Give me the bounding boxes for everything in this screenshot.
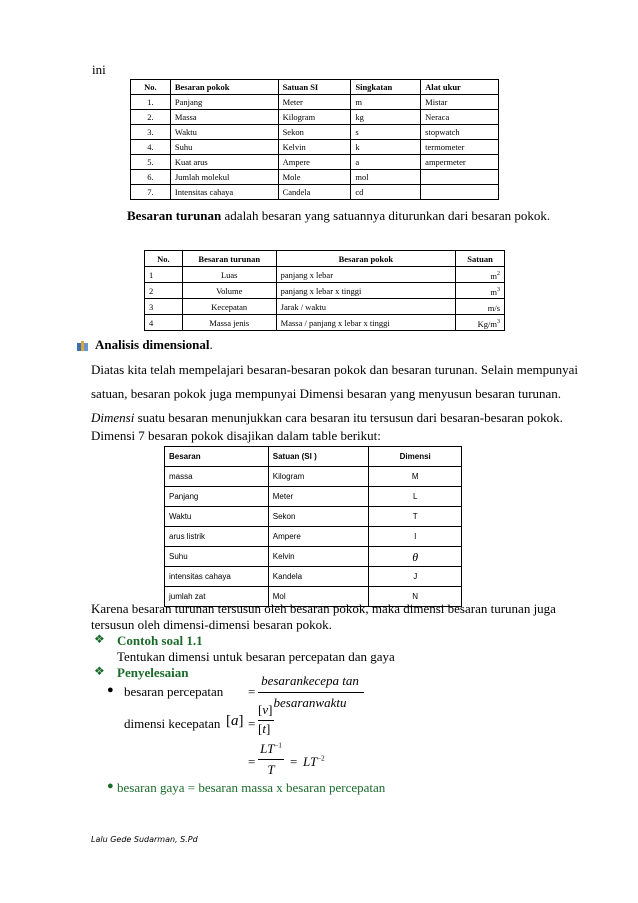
cell-dimensi: L — [369, 487, 462, 507]
analisis-title-end: . — [209, 337, 213, 352]
cell-besaran: Massa — [170, 110, 278, 125]
analisis-line-1: Diatas kita telah mempelajari besaran-besaran pokok dan besaran turunan. Selain mempunyai — [91, 362, 578, 377]
unit-exponent: 3 — [497, 318, 500, 325]
cell-no: 4. — [131, 140, 171, 155]
cell-besaran-pokok: panjang x lebar x tinggi — [276, 283, 455, 299]
analisis-title-text: Analisis dimensional — [95, 337, 210, 352]
cell-satuan: Sekon — [278, 125, 351, 140]
header-singkatan: Singkatan — [351, 80, 421, 95]
table-besaran-turunan — [144, 250, 505, 331]
table-row — [131, 185, 499, 200]
equals-sign: = — [248, 716, 256, 731]
cell-besaran-pokok: Massa / panjang x lebar x tinggi — [276, 315, 455, 331]
analisis-line-4: Dimensi 7 besaran pokok disajikan dalam table berikut: — [91, 428, 381, 443]
unit-text: m — [490, 270, 497, 281]
bullet-percepatan: besaran percepatan — [124, 684, 224, 699]
bracket-a: [a] — [226, 713, 244, 729]
header-satuan: Satuan — [456, 251, 505, 267]
dimensi-kecepatan-label: dimensi kecepatan — [124, 716, 221, 731]
table-header-row — [145, 251, 505, 267]
diamond-bullet-icon: ❖ — [94, 664, 105, 678]
cell-alat: Neraca — [421, 110, 499, 125]
table-row — [145, 315, 505, 331]
cell-no: 5. — [131, 155, 171, 170]
table-row — [145, 283, 505, 299]
diamond-bullet-icon: ❖ — [94, 632, 105, 646]
cell-singkatan: a — [351, 155, 421, 170]
cell-alat: stopwatch — [421, 125, 499, 140]
cell-besaran: Suhu — [165, 547, 269, 567]
cell-dimensi: M — [369, 467, 462, 487]
bracket-t: [t] — [258, 721, 271, 736]
cell-no: 3. — [131, 125, 171, 140]
table-row — [165, 487, 462, 507]
header-no: No. — [145, 251, 183, 267]
lt-result — [303, 754, 325, 770]
cell-besaran-turunan: Luas — [182, 267, 276, 283]
cell-besaran: arus listrik — [165, 527, 269, 547]
cell-satuan: Mole — [278, 170, 351, 185]
fraction-bar — [258, 692, 364, 693]
table-header-row — [131, 80, 499, 95]
table-row — [131, 95, 499, 110]
cell-satuan — [456, 283, 505, 299]
cell-alat — [421, 170, 499, 185]
cell-besaran: Jumlah molekul — [170, 170, 278, 185]
intro-word: ini — [92, 62, 106, 77]
cell-dimensi: N — [369, 587, 462, 607]
cell-satuan: Ampere — [278, 155, 351, 170]
cell-besaran: Suhu — [170, 140, 278, 155]
cell-no: 3 — [145, 299, 183, 315]
cell-singkatan: m — [351, 95, 421, 110]
cell-satuan — [456, 315, 505, 331]
turunan-term: Besaran turunan — [127, 208, 222, 223]
cell-singkatan: k — [351, 140, 421, 155]
book-icon — [76, 339, 90, 351]
cell-satuan: Kilogram — [268, 467, 369, 487]
footer-author: Lalu Gede Sudarman, S.Pd — [91, 835, 198, 844]
header-satuan-si: Satuan SI — [278, 80, 351, 95]
fraction-numerator: besarankecepa tan — [261, 673, 359, 688]
cell-besaran-turunan: Kecepatan — [182, 299, 276, 315]
unit-text: m/s — [487, 302, 500, 313]
table-row — [165, 507, 462, 527]
cell-besaran: Panjang — [170, 95, 278, 110]
bracket-v: [v] — [258, 702, 273, 717]
cell-besaran: Waktu — [165, 507, 269, 527]
table-dimensi — [164, 446, 462, 607]
cell-dimensi: θ — [369, 547, 462, 567]
cell-alat — [421, 185, 499, 200]
table-row — [131, 140, 499, 155]
header-alat-ukur: Alat ukur — [421, 80, 499, 95]
analisis-title — [95, 337, 213, 353]
cell-no: 2 — [145, 283, 183, 299]
cell-satuan: Kelvin — [278, 140, 351, 155]
table-row — [165, 467, 462, 487]
table-row — [131, 170, 499, 185]
cell-singkatan: cd — [351, 185, 421, 200]
header-dimensi: Dimensi — [369, 447, 462, 467]
cell-alat: ampermeter — [421, 155, 499, 170]
cell-no: 2. — [131, 110, 171, 125]
cell-besaran-turunan: Massa jenis — [182, 315, 276, 331]
symbol-t: t — [262, 721, 266, 736]
fraction-denominator: besaranwaktu — [273, 695, 347, 710]
bullet-dot-icon: ● — [107, 780, 114, 792]
header-besaran: Besaran — [165, 447, 269, 467]
cell-dimensi: I — [369, 527, 462, 547]
analisis-line-2: satuan, besaran pokok juga mempunyai Dimensi besaran yang menyusun besaran turunan. — [91, 386, 562, 401]
table-header-row — [165, 447, 462, 467]
cell-no: 1 — [145, 267, 183, 283]
symbol-v: v — [262, 702, 269, 717]
equals-sign: = — [248, 754, 256, 769]
fraction-bar — [258, 759, 284, 760]
equals-sign: = — [290, 754, 298, 769]
lt-denominator: T — [267, 762, 275, 777]
bullet-gaya: besaran gaya = besaran massa x besaran percepatan — [117, 780, 386, 795]
table-row — [165, 567, 462, 587]
cell-satuan: Mol — [268, 587, 369, 607]
cell-besaran: jumlah zat — [165, 587, 269, 607]
turunan-rest: adalah besaran yang satuannya diturunkan dari besaran pokok. — [221, 208, 551, 223]
cell-satuan: Kandela — [268, 567, 369, 587]
cell-no: 6. — [131, 170, 171, 185]
table-row — [165, 527, 462, 547]
turunan-definition — [127, 208, 550, 224]
unit-text: Kg/m — [477, 318, 497, 329]
cell-satuan — [456, 299, 505, 315]
cell-besaran: Intensitas cahaya — [170, 185, 278, 200]
cell-besaran: Waktu — [170, 125, 278, 140]
unit-exponent: 2 — [497, 270, 500, 277]
cell-satuan: Ampere — [268, 527, 369, 547]
analisis-line-3-rest: suatu besaran menunjukkan cara besaran itu tersusun dari besaran-besaran pokok. — [134, 410, 563, 425]
cell-besaran: massa — [165, 467, 269, 487]
cell-dimensi: J — [369, 567, 462, 587]
cell-singkatan: s — [351, 125, 421, 140]
cell-singkatan: mol — [351, 170, 421, 185]
contoh-title: Contoh soal 1.1 — [117, 633, 203, 648]
penyelesaian-title: Penyelesaian — [117, 665, 189, 680]
karena-line-1: Karena besaran turunan tersusun oleh besaran pokok, maka dimensi besaran turunan juga — [91, 601, 556, 616]
cell-satuan: Sekon — [268, 507, 369, 527]
unit-exponent: 3 — [497, 286, 500, 293]
cell-satuan: Kilogram — [278, 110, 351, 125]
dimensi-term: Dimensi — [91, 410, 135, 425]
lt-result-text: LT — [303, 754, 318, 769]
cell-besaran: Kuat arus — [170, 155, 278, 170]
contoh-text: Tentukan dimensi untuk besaran percepatan dan gaya — [117, 649, 395, 664]
header-besaran-turunan: Besaran turunan — [182, 251, 276, 267]
lt-numerator — [258, 741, 284, 757]
header-besaran-pokok: Besaran pokok — [276, 251, 455, 267]
cell-dimensi: T — [369, 507, 462, 527]
header-satuan-si: Satuan (SI ) — [268, 447, 369, 467]
cell-no: 1. — [131, 95, 171, 110]
table-row — [165, 547, 462, 567]
cell-singkatan: kg — [351, 110, 421, 125]
table-row — [131, 155, 499, 170]
cell-no: 4 — [145, 315, 183, 331]
table-row — [145, 299, 505, 315]
equals-sign: = — [248, 684, 256, 699]
cell-besaran: intensitas cahaya — [165, 567, 269, 587]
table-besaran-pokok — [130, 79, 499, 200]
table-row — [145, 267, 505, 283]
karena-line-2: tersusun oleh dimensi-dimensi besaran pokok. — [91, 617, 332, 632]
cell-alat: termometer — [421, 140, 499, 155]
symbol-a: a — [231, 713, 239, 729]
table-row — [131, 110, 499, 125]
cell-besaran-turunan: Volume — [182, 283, 276, 299]
cell-besaran-pokok: Jarak / waktu — [276, 299, 455, 315]
cell-satuan: Meter — [278, 95, 351, 110]
header-besaran-pokok: Besaran pokok — [170, 80, 278, 95]
bullet-dot-icon: ● — [107, 684, 114, 696]
lt-num-exp: −1 — [274, 741, 282, 750]
lt-num-text: LT — [260, 741, 275, 756]
cell-no: 7. — [131, 185, 171, 200]
table-row — [131, 125, 499, 140]
cell-satuan — [456, 267, 505, 283]
lt-result-exp: −2 — [317, 754, 325, 763]
cell-besaran: Panjang — [165, 487, 269, 507]
analisis-line-3 — [91, 410, 563, 426]
cell-satuan: Kelvin — [268, 547, 369, 567]
cell-alat: Mistar — [421, 95, 499, 110]
cell-besaran-pokok: panjang x lebar — [276, 267, 455, 283]
header-no: No. — [131, 80, 171, 95]
cell-satuan: Candela — [278, 185, 351, 200]
unit-text: m — [490, 286, 497, 297]
cell-satuan: Meter — [268, 487, 369, 507]
